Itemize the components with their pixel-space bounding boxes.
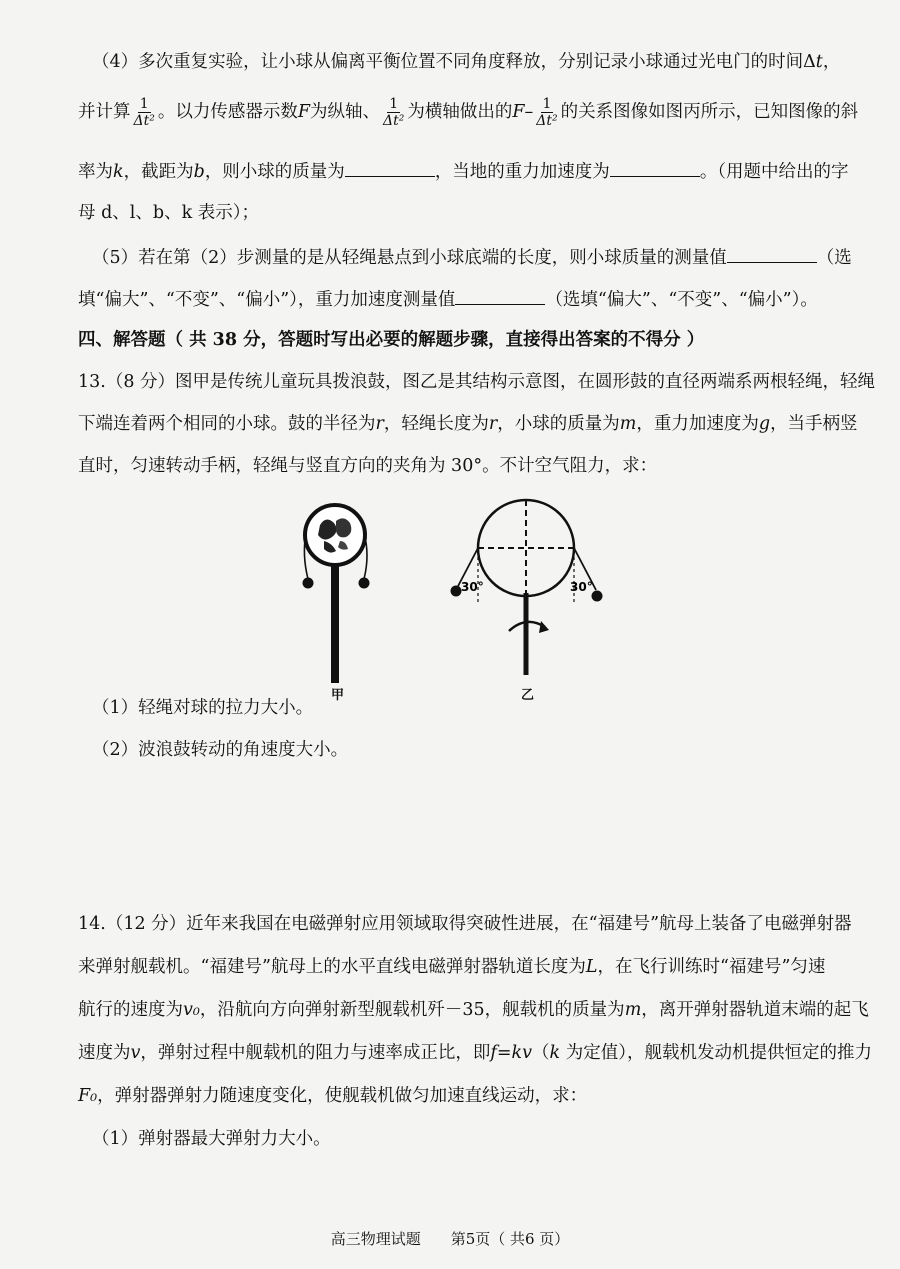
q12-part4-line3	[78, 158, 848, 184]
text: 率为	[78, 162, 113, 182]
text: 速度为	[78, 1043, 131, 1063]
text: ，弹射器弹射力随速度变化，使舰载机做匀加速直线运动，求：	[97, 1086, 588, 1106]
q13-sub2: （2）波浪鼓转动的角速度大小。	[92, 740, 349, 760]
text: ，重力加速度为	[636, 414, 759, 434]
var-F0: F₀	[78, 1086, 98, 1106]
formula-f: f=kv	[490, 1043, 533, 1063]
text: 。（用题中给出的字	[699, 162, 849, 182]
text: 填“偏大”、“不变”、“偏小”），重力加速度测量值	[78, 290, 456, 310]
text: 的关系图像如图丙所示，已知图像的斜	[560, 102, 859, 122]
section4-heading: 四、解答题（ 共 38 分，答题时写出必要的解题步骤，直接得出答案的不得分 ）	[78, 330, 705, 350]
var-k: k	[549, 1043, 561, 1063]
text: 为定值），舰载机发动机提供恒定的推力	[560, 1043, 872, 1063]
text: 为纵轴、	[310, 102, 381, 122]
var-F: F	[297, 102, 311, 122]
fraction-denominator: Δt²	[383, 113, 405, 129]
var-b: b	[193, 162, 205, 182]
text: 母 d、l、b、k 表示）；	[78, 203, 259, 223]
var-F: F	[512, 102, 525, 122]
angle-label-right: 30°	[570, 580, 593, 594]
text: ，小球的质量为	[497, 414, 620, 434]
q13-line2	[78, 412, 858, 436]
answer-blank-gravity[interactable]	[610, 158, 700, 177]
drum-body	[305, 505, 365, 565]
ball-left	[451, 586, 462, 597]
page-footer: 高三物理试题 第5页（ 共6 页）	[330, 1230, 570, 1248]
q13-sub1: （1）轻绳对球的拉力大小。	[92, 698, 314, 718]
text: ，轻绳长度为	[383, 414, 489, 434]
text: ，弹射过程中舰载机的阻力与速率成正比，即	[140, 1043, 491, 1063]
var-m: m	[619, 414, 637, 434]
var-g: g	[758, 414, 771, 434]
q13-line3: 直时，匀速转动手柄，轻绳与竖直方向的夹角为 30°。不计空气阻力，求：	[78, 456, 658, 476]
text: （4）多次重复实验，让小球从偏离平衡位置不同角度释放，分别记录小球通过光电门的时间Δ	[92, 52, 816, 72]
var-r: r	[488, 414, 498, 434]
text: 下端连着两个相同的小球。鼓的半径为	[78, 414, 376, 434]
ball-right	[359, 578, 370, 589]
q12-part5-line1	[92, 244, 862, 270]
q14-line1: 14.（12 分）近年来我国在电磁弹射应用领域取得突破性进展，在“福建号”航母上装备了电磁弹射器	[78, 914, 852, 934]
text: ，当手柄竖	[770, 414, 858, 434]
q13-line1: 13.（8 分）图甲是传统儿童玩具拨浪鼓，图乙是其结构示意图，在圆形鼓的直径两端系两根轻绳，轻绳	[78, 372, 876, 392]
answer-blank-gravity-error[interactable]	[455, 286, 545, 305]
var-v: v	[130, 1043, 141, 1063]
text: –	[524, 102, 534, 122]
text: 为横轴做出的	[407, 102, 513, 122]
angle-label-left: 30°	[461, 580, 484, 594]
text: ，当地的重力加速度为	[434, 162, 610, 182]
answer-blank-mass-error[interactable]	[727, 244, 817, 263]
text: ，离开弹射器轨道末端的起飞	[641, 1000, 869, 1020]
text: 并计算	[78, 102, 131, 122]
text: 。以力传感器示数	[157, 102, 298, 122]
text: ，则小球的质量为	[204, 162, 345, 182]
drum-handle	[331, 555, 339, 683]
answer-blank-mass[interactable]	[345, 158, 435, 177]
var-k: k	[113, 162, 124, 182]
var-t: t	[815, 52, 823, 72]
q14-line3	[78, 998, 869, 1022]
text: 来弹射舰载机。“福建号”航母上的水平直线电磁弹射器轨道长度为	[78, 957, 586, 977]
figure-yi-label: 乙	[521, 688, 535, 703]
q14-line2	[78, 955, 848, 979]
q12-part4-line1	[92, 50, 862, 74]
fraction-numerator: 1	[389, 96, 399, 112]
q14-line4	[78, 1041, 872, 1065]
figure-jia-toy-drum	[290, 495, 390, 685]
text: ，在飞行训练时“福建号”匀速	[597, 957, 826, 977]
figure-jia-label: 甲	[331, 688, 345, 703]
ball-right	[592, 591, 603, 602]
text: ，沿航向方向弹射新型舰载机歼－35，舰载机的质量为	[199, 1000, 625, 1020]
var-v0: v₀	[183, 1000, 200, 1020]
fraction	[534, 96, 559, 129]
q14-line5	[78, 1084, 848, 1108]
var-L: L	[585, 957, 598, 977]
text: ，截距为	[123, 162, 194, 182]
var-m: m	[624, 1000, 642, 1020]
text: （选	[816, 248, 852, 268]
fraction-denominator: Δt²	[133, 113, 155, 129]
fraction	[381, 96, 406, 129]
fraction-numerator: 1	[139, 96, 149, 112]
rotation-arrow-head	[539, 621, 549, 633]
q12-part4-line4	[78, 201, 848, 225]
var-r: r	[375, 414, 384, 434]
text: 航行的速度为	[78, 1000, 183, 1020]
q12-part4-line2	[78, 96, 859, 129]
ball-left	[303, 578, 314, 589]
q12-part5-line2	[78, 286, 848, 312]
q14-sub1: （1）弹射器最大弹射力大小。	[92, 1129, 331, 1149]
figure-yi-diagram	[445, 495, 610, 680]
text: （5）若在第（2）步测量的是从轻绳悬点到小球底端的长度，则小球质量的测量值	[92, 248, 727, 268]
fraction	[132, 96, 157, 129]
text: ，	[822, 52, 841, 72]
text: （选填“偏大”、“不变”、“偏小”）。	[545, 290, 818, 310]
fraction-denominator: Δt²	[536, 113, 558, 129]
text: （	[532, 1043, 550, 1063]
fraction-numerator: 1	[542, 96, 552, 112]
